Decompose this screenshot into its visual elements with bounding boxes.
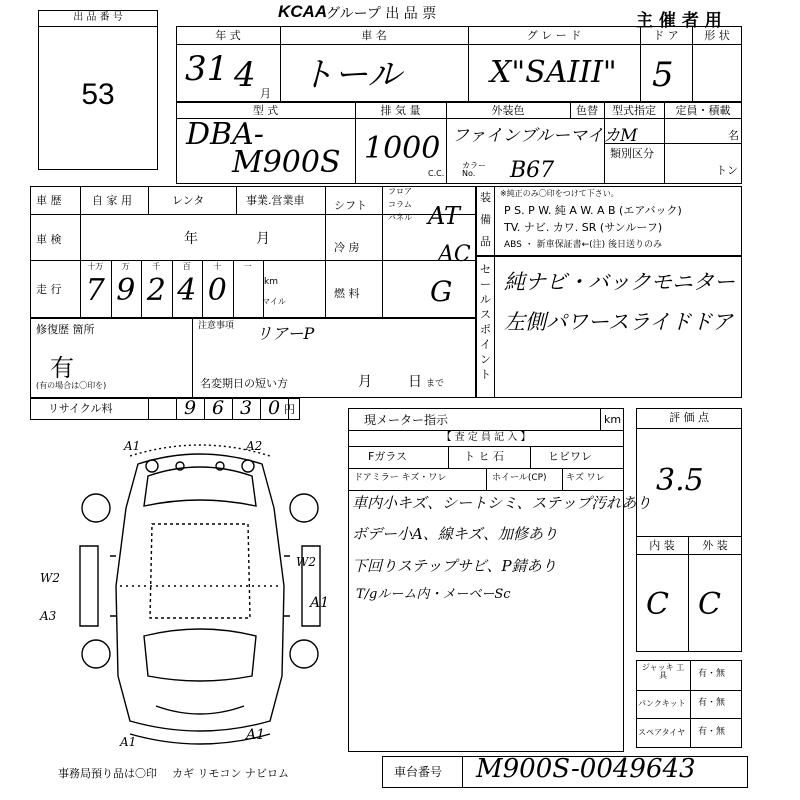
recycle-digit-value: 6 xyxy=(211,397,225,419)
meter-unit: km xyxy=(604,413,622,426)
office-note: 事務局預り品は〇印 xyxy=(58,767,157,780)
puncture-label: パンクキット xyxy=(638,699,686,708)
ton-unit: トン xyxy=(716,164,738,177)
mirror-label: ドアミラー キズ・ワレ xyxy=(354,473,447,483)
inspection-month-unit: 月 xyxy=(256,231,270,247)
color-no-value: B67 xyxy=(510,158,555,183)
year-value: 31 xyxy=(185,49,229,89)
mark-front-left: A1 xyxy=(124,439,141,453)
equipment-line3: ABS ・ 新車保証書←(注) 後日送りのみ xyxy=(504,240,663,250)
registration-day: 日 xyxy=(408,374,422,390)
mileage-digit-value: 4 xyxy=(177,273,197,308)
repair-value: 有 xyxy=(50,354,74,382)
shift-label: シフト xyxy=(334,199,367,212)
brand-logo: KCAA xyxy=(278,2,328,21)
displacement-value: 1000 xyxy=(364,131,441,166)
mark-left-a3: A3 xyxy=(40,609,57,623)
grade-label: グ レ ー ド xyxy=(526,29,582,42)
ac-label: 冷 房 xyxy=(334,241,360,254)
jack-label: ジャッキ 工 具 xyxy=(641,663,685,680)
mileage-digit-header: 万 xyxy=(121,262,130,271)
km-label: km xyxy=(264,277,278,287)
mile-label: マイル xyxy=(262,297,286,306)
chassis-label: 車台番号 xyxy=(394,765,443,779)
equipment-side-2: 備 xyxy=(480,213,491,226)
mileage-digit-value: 9 xyxy=(116,273,136,308)
exterior-color-label: 外装色 xyxy=(491,104,525,117)
sales-point-side-char: セ xyxy=(480,263,491,276)
fuel-label: 燃 料 xyxy=(334,287,360,300)
color-no-label: カラー No. xyxy=(462,161,486,178)
history-business: 事業.営業車 xyxy=(246,194,305,207)
mileage-digit-value: 0 xyxy=(207,273,227,308)
interior-value: C xyxy=(646,587,669,622)
model-value-line1: DBA- xyxy=(186,117,264,152)
chassis-value: M900S-0049643 xyxy=(476,754,696,784)
inspector-note-4: T/gルーム内・メーベーSc xyxy=(356,587,511,602)
mileage-digit-header: 百 xyxy=(182,262,191,271)
sales-point-line1: 純ナビ・バックモニター xyxy=(504,270,735,294)
mileage-digit-header: 十万 xyxy=(87,262,104,271)
mileage-digit-value: 7 xyxy=(85,273,105,308)
shift-option-column: コラム xyxy=(388,200,412,209)
doors-value: 5 xyxy=(652,55,674,95)
category-label: 類別区分 xyxy=(610,147,654,160)
ac-value: AC xyxy=(438,242,471,267)
history-private: 自 家 用 xyxy=(92,194,132,207)
sheet-title: グループ 出 品 票 xyxy=(326,6,437,22)
mileage-digit-value: 2 xyxy=(146,273,166,308)
glass-label: Fガラス xyxy=(368,450,407,463)
mileage-digit-header: 一 xyxy=(243,262,252,271)
lot-number-label: 出 品 番 号 xyxy=(73,12,123,23)
mark-front-right: A2 xyxy=(246,439,263,453)
inspector-note-1: 車内小キズ、シートシミ、ステップ汚れあり xyxy=(352,494,652,512)
grade-value: X"SAIII" xyxy=(490,55,617,90)
puncture-yes-no: 有・無 xyxy=(698,698,726,708)
type-designation-label: 型式指定 xyxy=(612,104,656,117)
registration-label: 名変期日の短い方 xyxy=(200,377,288,390)
mileage-digit-header: 千 xyxy=(152,262,161,271)
jack-yes-no: 有・無 xyxy=(698,669,726,679)
shift-option-panel: パネル xyxy=(388,213,412,222)
spare-label: スペアタイヤ xyxy=(638,728,686,737)
model-label: 型 式 xyxy=(252,104,279,117)
sales-point-side-char: ポ xyxy=(480,323,491,336)
crack-label: ヒビワレ xyxy=(548,450,592,463)
mark-rear-left: A1 xyxy=(120,735,137,749)
month-value: 4 xyxy=(234,55,256,95)
color-change-label: 色替 xyxy=(576,104,598,117)
recycle-unit: 円 xyxy=(284,403,295,416)
sponsor-label: 主 催 者 用 xyxy=(636,11,722,31)
recycle-label: リサイクル料 xyxy=(48,402,113,415)
displacement-label: 排 気 量 xyxy=(380,104,421,117)
caution-label: 注意事項 xyxy=(198,321,235,331)
mark-rear-right: A1 xyxy=(246,727,266,743)
doors-label: ド ア xyxy=(653,29,679,42)
wheel-label: ホイール(CP) xyxy=(492,473,547,483)
model-value-line2: M900S xyxy=(232,145,341,180)
sales-point-side-char: ル xyxy=(480,293,491,306)
recycle-digit-value: 3 xyxy=(239,397,253,419)
recycle-digit-cell xyxy=(148,398,177,420)
spare-yes-no: 有・無 xyxy=(698,727,726,737)
caution-value: リアーP xyxy=(256,324,315,343)
month-unit: 月 xyxy=(260,87,271,100)
shift-value: AT xyxy=(428,202,461,230)
shift-option-floor: フロア xyxy=(388,187,412,196)
cc-unit: C.C. xyxy=(428,169,445,178)
equipment-line2: TV. ナビ. カワ. SR (サンルーフ) xyxy=(504,221,663,234)
car-name-value: トール xyxy=(300,55,402,95)
repair-note: (有の場合は〇印を) xyxy=(36,381,107,390)
glass-middle: ト ヒ 石 xyxy=(464,450,504,463)
registration-until: まで xyxy=(426,379,445,389)
lot-number-value: 53 xyxy=(81,78,115,111)
inspector-note-3: 下回りステップサビ、P錆あり xyxy=(352,557,557,575)
inspection-year-unit: 年 xyxy=(184,231,198,247)
inspector-header: 【 査 定 員 記 入 】 xyxy=(441,432,531,443)
equipment-side-1: 装 xyxy=(480,191,491,204)
office-items: カギ リモコン ナビロム xyxy=(172,767,289,780)
equipment-line1: P S. P W. 純 A W. A B (エアバック) xyxy=(504,204,682,217)
equipment-note: ※純正のみ〇印をつけて下さい。 xyxy=(500,189,619,198)
car-name-label: 車 名 xyxy=(361,29,387,42)
registration-month: 月 xyxy=(358,374,372,390)
fuel-value: G xyxy=(430,275,453,308)
inspector-note-2: ボデー小A、線キズ、加修あり xyxy=(352,525,558,543)
shape-label: 形 状 xyxy=(704,29,730,42)
history-label: 車 歴 xyxy=(36,194,62,207)
evaluation-score: 3.5 xyxy=(656,463,704,498)
sales-point-side-char: ン xyxy=(480,353,491,366)
history-rental: レンタ xyxy=(172,194,205,207)
exterior-value: C xyxy=(698,587,721,622)
persons-unit: 名 xyxy=(728,129,739,142)
sales-point-line2: 左側パワースライドドア xyxy=(504,310,733,334)
sales-point-side-char: ー xyxy=(480,278,491,291)
capacity-label: 定員・積載 xyxy=(675,104,731,117)
mark-right-w2: W2 xyxy=(296,555,316,569)
meter-label: 現メーター指示 xyxy=(364,413,449,427)
recycle-digit-value: 9 xyxy=(183,397,197,419)
sales-point-side-char: ト xyxy=(480,368,491,381)
evaluation-label: 評 価 点 xyxy=(669,411,709,424)
repair-label: 修復歴 箇所 xyxy=(36,323,95,336)
mileage-label: 走 行 xyxy=(36,283,62,296)
car-diagram xyxy=(60,436,340,756)
inspection-label: 車 検 xyxy=(36,233,62,246)
sales-point-side-char: ス xyxy=(480,308,491,321)
mark-right-a1: A1 xyxy=(310,595,330,611)
mark-left-w2: W2 xyxy=(40,571,60,585)
sales-point-side-char: イ xyxy=(480,338,491,351)
recycle-digit-value: 0 xyxy=(267,397,281,419)
wheel-status: キズ ワレ xyxy=(566,473,605,483)
exterior-label: 外 装 xyxy=(702,539,728,552)
mileage-digit-header: 十 xyxy=(213,262,222,271)
year-label: 年 式 xyxy=(215,29,241,42)
equipment-side-3: 品 xyxy=(480,235,491,248)
interior-label: 内 装 xyxy=(649,539,675,552)
color-value: ファインブルーマイカM xyxy=(452,126,638,146)
